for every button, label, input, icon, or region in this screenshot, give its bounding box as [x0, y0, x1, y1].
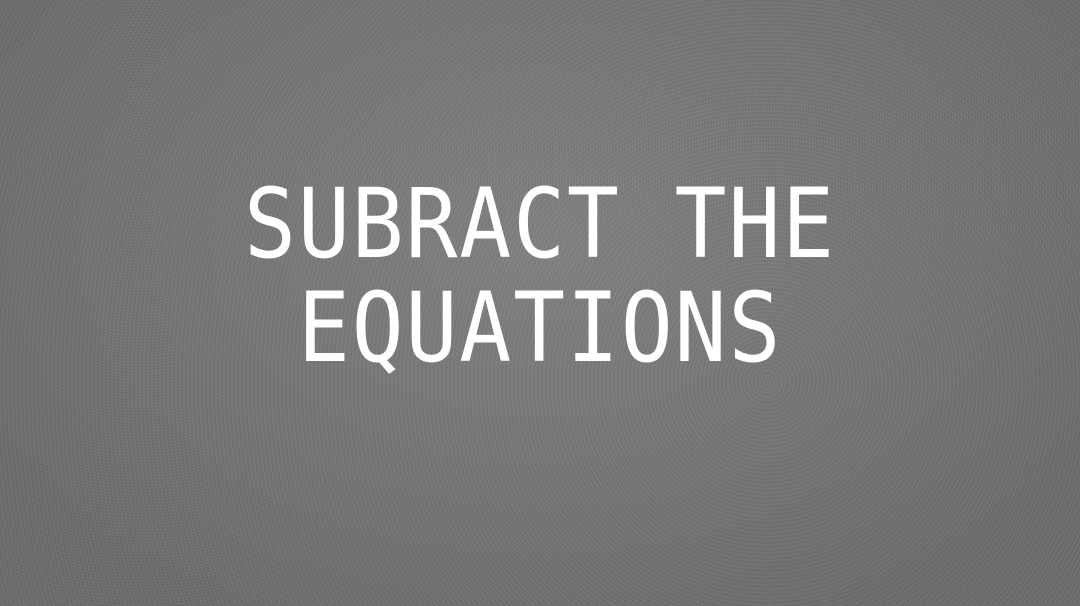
- title-line-2: EQUATIONS: [297, 272, 783, 384]
- slide-title: [0, 168, 1080, 384]
- title-line-1: SUBRACT THE: [243, 168, 836, 280]
